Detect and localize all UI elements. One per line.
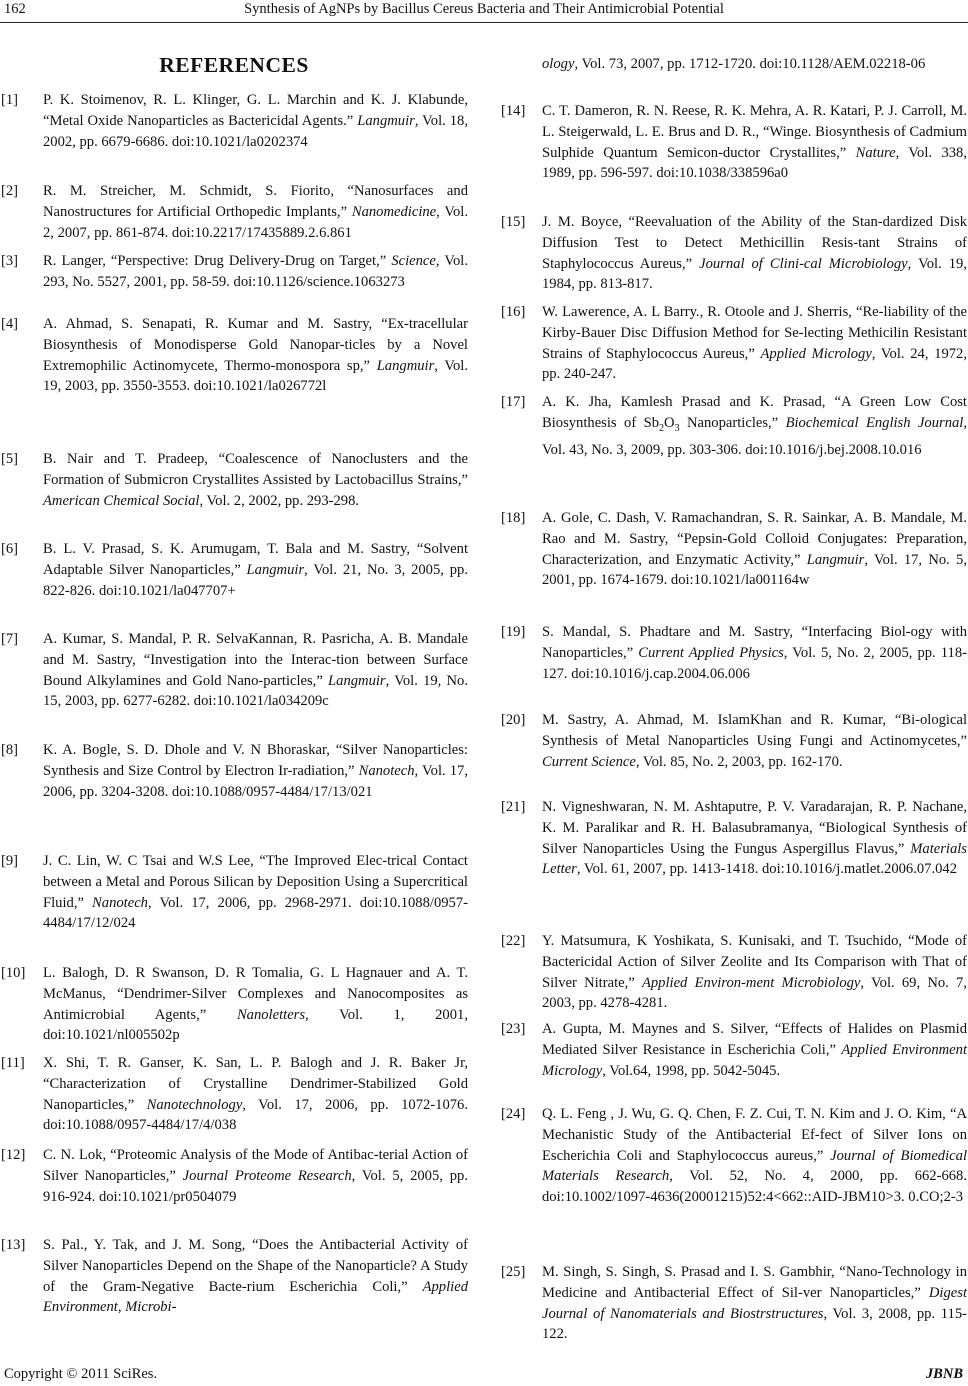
reference-text: S. Mandal, S. Phadtare and M. Sastry, “Interfacing Biol-ogy with Nanoparticles,” Current Applied Physics, Vol. 5, No. 2, 2005, pp. 118-127. doi:10.1016/j.cap.2004.06.006 [542, 624, 967, 682]
reference-number: [2] [1, 183, 19, 199]
reference-entry [0, 629, 468, 712]
reference-text: K. A. Bogle, S. D. Dhole and V. N Bhoraskar, “Silver Nanoparticles: Synthesis and Size Control by Electron Ir-radiation,” Nanotech, Vol. 17, 2006, pp. 3204-3208. doi:10.1088/0957-4484/17/13/021 [43, 742, 468, 800]
reference-text: M. Singh, S. Singh, S. Prasad and I. S. Gambhir, “Nano-Technology in Medicine and Antibacterial Effect of Sil-ver Nanoparticles,” Digest Journal of Nanomaterials and Biostrstructures, Vol. 3, 2008, pp. 115-122. [542, 1264, 967, 1343]
reference-number: [21] [501, 799, 526, 815]
reference-text: A. Gole, C. Dash, V. Ramachandran, S. R. Sainkar, A. B. Mandale, M. Rao and M. Sastry, “Pepsin-Gold Colloid Conjugates: Preparation, Characterization, and Enzymatic Activity,” Langmuir, Vol. 17, No. 5, 2001, pp. 1674-1679. doi:10.1021/la001164w [542, 510, 968, 589]
reference-entry [501, 1262, 967, 1345]
reference-entry [0, 449, 468, 511]
footer-journal: JBNB [925, 1366, 963, 1382]
reference-number: [10] [1, 965, 26, 981]
reference-number: [4] [1, 316, 19, 332]
reference-text: Y. Matsumura, K Yoshikata, S. Kunisaki, and T. Tsuchido, “Mode of Bactericidal Action of Silver Zeolite and Its Comparison with That of Silver Nitrate,” Applied Environ-ment Microbiology, Vol. 69, No. 7, 2003, pp. 4278-4281. [542, 933, 967, 1012]
reference-text: C. T. Dameron, R. N. Reese, R. K. Mehra, A. R. Katari, P. J. Carroll, M. L. Steigerwald, L. E. Brus and D. R., “Winge. Biosynthesis of Cadmium Sulphide Quantum Semicon-ductor Crystallites,” Nature, Vol. 338, 1989, pp. 596-597. doi:10.1038/338596a0 [542, 103, 967, 182]
reference-text: J. C. Lin, W. C Tsai and W.S Lee, “The Improved Elec-trical Contact between a Metal and Porous Silican by Deposition Using a Supercritical Fluid,” Nanotech, Vol. 17, 2006, pp. 2968-2971. doi:10.1088/0957-4484/17/12/024 [43, 853, 469, 932]
reference-number: [5] [1, 451, 19, 467]
reference-text: ology, Vol. 73, 2007, pp. 1712-1720. doi:10.1128/AEM.02218-06 [542, 56, 926, 72]
reference-number: [14] [501, 103, 526, 119]
reference-entry [0, 314, 468, 397]
footer-copyright: Copyright © 2011 SciRes. [4, 1366, 158, 1382]
reference-number: [23] [501, 1021, 526, 1037]
reference-number: [17] [501, 394, 526, 410]
reference-text: R. Langer, “Perspective: Drug Delivery-Drug on Target,” Science, Vol. 293, No. 5527, 2001, pp. 58-59. doi:10.1126/science.1063273 [43, 253, 468, 290]
reference-text: P. K. Stoimenov, R. L. Klinger, G. L. Marchin and K. J. Klabunde, “Metal Oxide Nanoparticles as Bactericidal Agents.” Langmuir, Vol. 18, 2002, pp. 6679-6686. doi:10.1021/la0202374 [43, 92, 468, 150]
reference-entry [0, 1145, 468, 1207]
header-rule [0, 22, 968, 23]
reference-text: J. M. Boyce, “Reevaluation of the Ability of the Stan-dardized Disk Diffusion Test to Detect Methicillin Resis-tant Strains of Staphylococcus Aureus,” Journal of Clini-cal Microbiology, Vol. 19, 1984, pp. 813-817. [542, 214, 967, 293]
reference-number: [15] [501, 214, 526, 230]
reference-entry [501, 1104, 967, 1208]
reference-number: [20] [501, 712, 526, 728]
references-heading: REFERENCES [159, 53, 309, 77]
reference-entry [501, 797, 967, 880]
reference-entry [0, 1235, 468, 1318]
reference-number: [8] [1, 742, 19, 758]
reference-number: [11] [1, 1055, 25, 1071]
reference-number: [18] [501, 510, 526, 526]
reference-entry [501, 101, 967, 184]
reference-entry [0, 851, 468, 934]
reference-text: C. N. Lok, “Proteomic Analysis of the Mode of Antibac-terial Action of Silver Nanoparticles,” Journal Proteome Research, Vol. 5, 2005, pp. 916-924. doi:10.1021/pr0504079 [43, 1147, 468, 1205]
reference-entry [501, 392, 967, 460]
running-header: Synthesis of AgNPs by Bacillus Cereus Bacteria and Their Antimicrobial Potential [244, 1, 724, 17]
reference-text: A. Ahmad, S. Senapati, R. Kumar and M. Sastry, “Ex-tracellular Biosynthesis of Monodisperse Gold Nanopar-ticles by a Novel Extremophilic Actinomycete, Thermo-monospora sp,” Langmuir, Vol. 19, 2003, pp. 3550-3553. doi:10.1021/la026772l [43, 316, 468, 395]
reference-number: [6] [1, 541, 19, 557]
reference-text: R. M. Streicher, M. Schmidt, S. Fiorito, “Nanosurfaces and Nanostructures for Artificial Orthopedic Implants,” Nanomedicine, Vol. 2, 2007, pp. 861-874. doi:10.2217/17435889.2.6.861 [43, 183, 468, 241]
reference-entry [0, 740, 468, 802]
reference-number: [24] [501, 1106, 526, 1122]
reference-number: [1] [1, 92, 19, 108]
reference-entry [0, 963, 468, 1046]
reference-entry [501, 302, 967, 385]
reference-text: L. Balogh, D. R Swanson, D. R Tomalia, G. L Hagnauer and A. T. McManus, “Dendrimer-Silver Complexes and Nanocomposites as Antimicrobial Agents,” Nanoletters, Vol. 1, 2001, doi:10.1021/nl005502p [43, 965, 468, 1044]
reference-text: B. L. V. Prasad, S. K. Arumugam, T. Bala and M. Sastry, “Solvent Adaptable Silver Nanoparticles,” Langmuir, Vol. 21, No. 3, 2005, pp. 822-826. doi:10.1021/la047707+ [43, 541, 468, 599]
reference-text: Q. L. Feng , J. Wu, G. Q. Chen, F. Z. Cui, T. N. Kim and J. O. Kim, “A Mechanistic Study of the Antibacterial Ef-fect of Silver Ions on Escherichia Coli and Staphylococcus aureus,” Journal of Biomedical Materials Research, Vol. 52, No. 4, 2000, pp. 662-668. doi:10.1002/1097-4636(20001215)52:4<662::AID-JBM10>3. 0.CO;2-3 [542, 1106, 967, 1206]
reference-text: A. K. Jha, Kamlesh Prasad and K. Prasad, “A Green Low Cost Biosynthesis of $Sb_2O_3$ Nanoparticles,” Biochemical English Journal, Vol. 43, No. 3, 2009, pp. 303-306. doi:10.1016/j.bej.2008.10.016 [542, 394, 968, 458]
reference-text: S. Pal., Y. Tak, and J. M. Song, “Does the Antibacterial Activity of Silver Nanoparticles Depend on the Shape of the Nanoparticle? A Study of the Gram-Negative Bacte-rium Escherichia Coli,” Applied Environment, Microbi- [43, 1237, 468, 1316]
reference-text: A. Gupta, M. Maynes and S. Silver, “Effects of Halides on Plasmid Mediated Silver Resistance in Escherichia Coli,” Applied Environment Micrology, Vol.64, 1998, pp. 5042-5045. [542, 1021, 967, 1079]
reference-text: W. Lawerence, A. L Barry., R. Otoole and J. Sherris, “Re-liability of the Kirby-Bauer Disc Diffusion Method for Se-lecting Methicilin Resistant Strains of Staphylococcus Aureus,” Applied Micrology, Vol. 24, 1972, pp. 240-247. [542, 304, 967, 383]
reference-number: [19] [501, 624, 526, 640]
reference-entry [0, 251, 468, 293]
reference-text: N. Vigneshwaran, N. M. Ashtaputre, P. V. Varadarajan, R. P. Nachane, K. M. Paralikar and R. H. Balasubramanya, “Biological Synthesis of Silver Nanoparticles Using the Fungus Aspergillus Flavus,” Materials Letter, Vol. 61, 2007, pp. 1413-1418. doi:10.1016/j.matlet.2006.07.042 [542, 799, 967, 878]
reference-entry [0, 90, 468, 152]
page-number: 162 [4, 1, 26, 17]
reference-entry [0, 1053, 468, 1136]
reference-number: [13] [1, 1237, 26, 1253]
reference-text: B. Nair and T. Pradeep, “Coalescence of Nanoclusters and the Formation of Submicron Crystallites Assisted by Lactobacillus Strains,” American Chemical Social, Vol. 2, 2002, pp. 293-298. [43, 451, 468, 509]
reference-text: X. Shi, T. R. Ganser, K. San, L. P. Balogh and J. R. Baker Jr, “Characterization of Crystalline Dendrimer-Stabilized Gold Nanoparticles,” Nanotechnology, Vol. 17, 2006, pp. 1072-1076. doi:10.1088/0957-4484/17/4/038 [43, 1055, 468, 1134]
reference-entry [501, 710, 967, 772]
reference-number: [16] [501, 304, 526, 320]
reference-number: [9] [1, 853, 19, 869]
reference-entry [0, 539, 468, 601]
reference-number: [7] [1, 631, 19, 647]
reference-entry [501, 212, 967, 295]
reference-number: [12] [1, 1147, 26, 1163]
reference-text: A. Kumar, S. Mandal, P. R. SelvaKannan, R. Pasricha, A. B. Mandale and M. Sastry, “Investigation into the Interac-tion between Surface Bound Alkylamines and Gold Nano-particles,” Langmuir, Vol. 19, No. 15, 2003, pp. 6277-6282. doi:10.1021/la034209c [43, 631, 468, 710]
reference-number: [3] [1, 253, 19, 269]
reference-number: [22] [501, 933, 526, 949]
reference-entry [0, 181, 468, 243]
reference-entry [501, 622, 967, 684]
reference-number: [25] [501, 1264, 526, 1280]
reference-text: M. Sastry, A. Ahmad, M. IslamKhan and R. Kumar, “Bi-ological Synthesis of Metal Nanoparticles Using Fungi and Actinomycetes,” Current Science, Vol. 85, No. 2, 2003, pp. 162-170. [542, 712, 967, 770]
reference-entry [501, 508, 967, 591]
reference-entry [501, 1019, 967, 1081]
reference-entry [501, 54, 967, 75]
reference-entry [501, 931, 967, 1014]
